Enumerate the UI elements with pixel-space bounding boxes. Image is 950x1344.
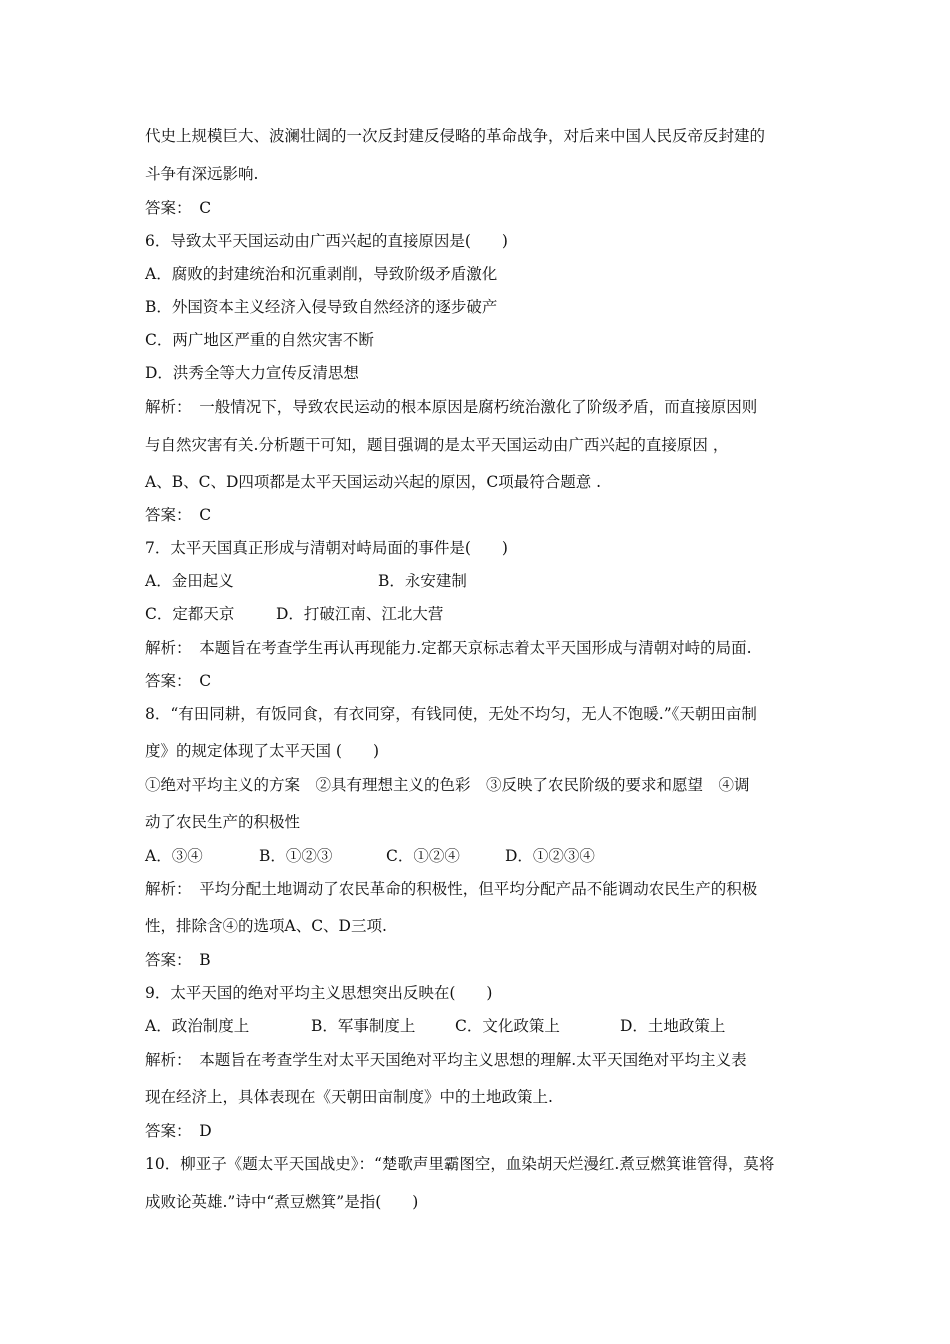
question-8-items: ①绝对平均主义的方案 ②具有理想主义的色彩 ③反映了农民阶级的要求和愿望 ④调: [145, 776, 750, 794]
question-7-explanation: 解析： 本题旨在考查学生再认再现能力.定都天京标志着太平天国形成与清朝对峙的局面.: [145, 639, 752, 657]
question-6-explanation: 解析： 一般情况下，导致农民运动的根本原因是腐朽统治激化了阶级矛盾，而直接原因则: [145, 398, 758, 416]
paragraph-line: 斗争有深远影响.: [145, 165, 259, 183]
question-6-option-a: A．腐败的封建统治和沉重剥削，导致阶级矛盾激化: [145, 265, 498, 283]
question-9-explanation: 解析： 本题旨在考查学生对太平天国绝对平均主义思想的理解.太平天国绝对平均主义表: [145, 1051, 747, 1069]
question-7-option-c: C．定都天京: [145, 605, 235, 623]
question-8-stem: 度》的规定体现了太平天国 ( ): [145, 742, 380, 760]
question-7-option-a: A．金田起义: [145, 572, 234, 590]
question-7-stem: 7．太平天国真正形成与清朝对峙局面的事件是( ): [145, 539, 508, 557]
question-10-stem: 10．柳亚子《题太平天国战史》：“楚歌声里霸图空，血染胡天烂漫红.煮豆燃箕谁管得，莫将: [145, 1155, 775, 1173]
question-6-explanation: A、B、C、D四项都是太平天国运动兴起的原因，C项最符合题意 .: [145, 473, 602, 491]
answer-line: 答案： C: [145, 672, 212, 690]
question-9-option-b: B．军事制度上: [311, 1017, 416, 1035]
question-8-explanation: 性，排除含④的选项A、C、D三项.: [145, 917, 387, 935]
question-6-stem: 6．导致太平天国运动由广西兴起的直接原因是( ): [145, 232, 508, 250]
question-6-option-c: C．两广地区严重的自然灾害不断: [145, 331, 374, 349]
question-8-items: 动了农民生产的积极性: [145, 813, 301, 831]
question-8-explanation: 解析： 平均分配土地调动了农民革命的积极性，但平均分配产品不能调动农民生产的积极: [145, 880, 758, 898]
question-9-explanation: 现在经济上，具体表现在《天朝田亩制度》中的土地政策上.: [145, 1088, 553, 1106]
answer-line: 答案： C: [145, 506, 212, 524]
question-7-option-d: D．打破江南、江北大营: [276, 605, 444, 623]
question-10-stem: 成败论英雄.”诗中“煮豆燃箕”是指( ): [145, 1193, 419, 1211]
question-6-option-b: B．外国资本主义经济入侵导致自然经济的逐步破产: [145, 298, 498, 316]
question-9-stem: 9．太平天国的绝对平均主义思想突出反映在( ): [145, 984, 493, 1002]
question-9-option-c: C．文化政策上: [455, 1017, 560, 1035]
question-8-option-a: A．③④: [145, 847, 203, 865]
answer-line: 答案： B: [145, 951, 211, 969]
question-8-option-b: B．①②③: [259, 847, 333, 865]
question-8-option-c: C．①②④: [386, 847, 460, 865]
question-9-option-a: A．政治制度上: [145, 1017, 250, 1035]
question-6-option-d: D．洪秀全等大力宣传反清思想: [145, 364, 359, 382]
question-8-option-d: D．①②③④: [505, 847, 595, 865]
question-8-stem: 8．“有田同耕，有饭同食，有衣同穿，有钱同使，无处不均匀，无人不饱暖.”《天朝田亩制: [145, 705, 757, 723]
question-7-option-b: B．永安建制: [378, 572, 467, 590]
question-9-option-d: D．土地政策上: [620, 1017, 726, 1035]
question-6-explanation: 与自然灾害有关.分析题干可知，题目强调的是太平天国运动由广西兴起的直接原因 ，: [145, 436, 729, 454]
answer-line: 答案： C: [145, 199, 212, 217]
paragraph-line: 代史上规模巨大、波澜壮阔的一次反封建反侵略的革命战争，对后来中国人民反帝反封建的: [145, 127, 766, 145]
answer-line: 答案： D: [145, 1122, 212, 1140]
